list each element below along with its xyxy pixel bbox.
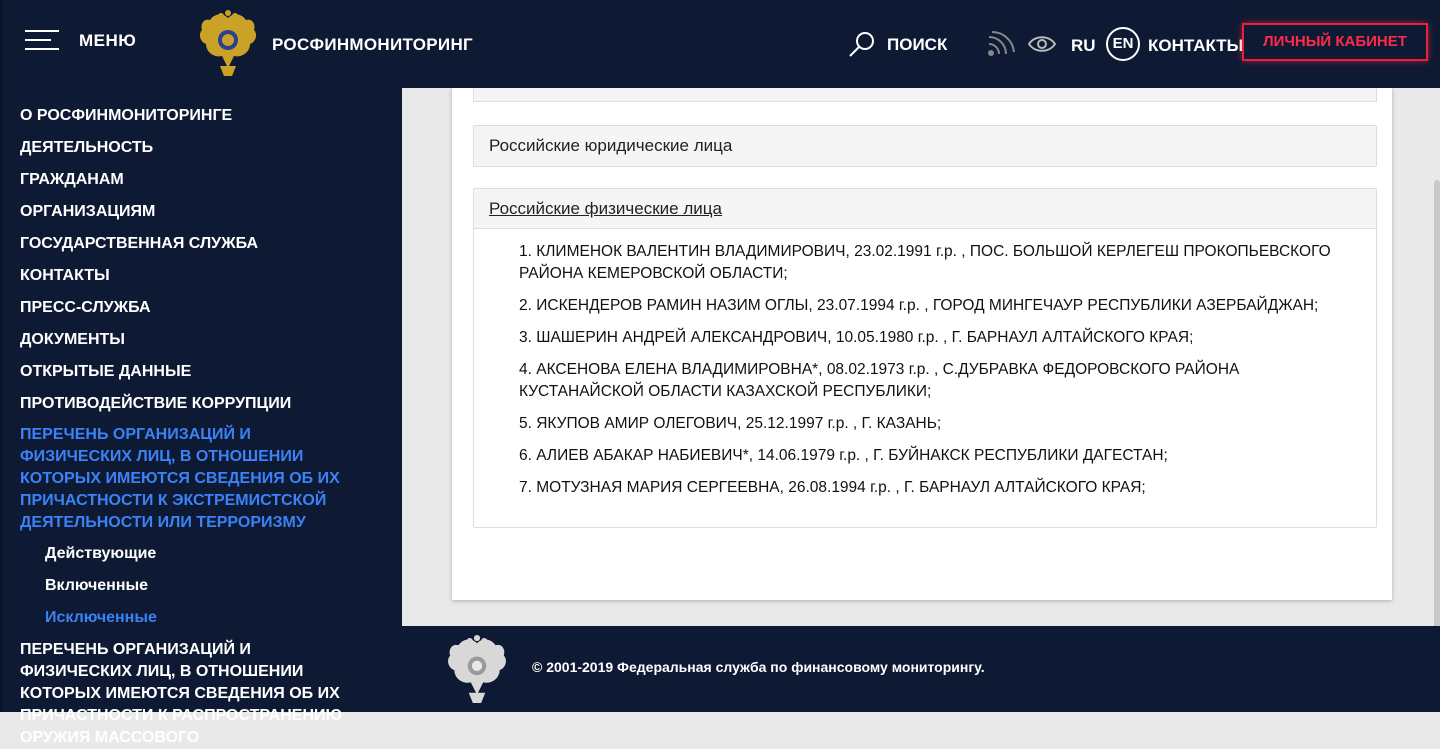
- sidebar-menu: [0, 88, 402, 746]
- sidebar-item-extremism-list[interactable]: ПЕРЕЧЕНЬ ОРГАНИЗАЦИЙ И ФИЗИЧЕСКИХ ЛИЦ, В ОТНОШЕНИИ КОТОРЫХ ИМЕЮТСЯ СВЕДЕНИЯ ОБ ИХ ПРИЧАСТНОСТИ К ЭКСТРЕМИСТСКОЙ ДЕЯТЕЛЬНОСТИ ИЛИ ТЕРРОРИЗМУ: [20, 426, 340, 531]
- rss-icon[interactable]: [986, 32, 1016, 58]
- panel-legal-title[interactable]: Российские юридические лица: [474, 126, 1376, 166]
- page-scrollbar[interactable]: [1434, 180, 1440, 640]
- panel-legal-entities[interactable]: [473, 125, 1377, 167]
- panel-individuals: [473, 188, 1377, 528]
- lang-ru-button[interactable]: RU: [1071, 36, 1096, 55]
- eye-icon[interactable]: [1027, 34, 1057, 54]
- sidebar-subitem-active[interactable]: Действующие: [45, 545, 157, 562]
- panel-individuals-title[interactable]: Российские физические лица: [489, 199, 722, 218]
- site-header: [0, 0, 1440, 88]
- sidebar-item-organizations[interactable]: ОРГАНИЗАЦИЯМ: [20, 203, 156, 220]
- sidebar-item-civil-service[interactable]: ГОСУДАРСТВЕННАЯ СЛУЖБА: [20, 235, 259, 252]
- sidebar-item-about[interactable]: О РОСФИНМОНИТОРИНГЕ: [20, 107, 233, 124]
- sidebar-item-citizens[interactable]: ГРАЖДАНАМ: [20, 171, 124, 188]
- sidebar-item-anticorruption[interactable]: ПРОТИВОДЕЙСТВИЕ КОРРУПЦИИ: [20, 395, 292, 412]
- brand-name[interactable]: РОСФИНМОНИТОРИНГ: [272, 35, 473, 54]
- sidebar-item-contacts[interactable]: КОНТАКТЫ: [20, 267, 110, 284]
- persons-list: [474, 229, 1376, 527]
- sidebar-subitem-included[interactable]: Включенные: [45, 577, 149, 594]
- sidebar-item-activity[interactable]: ДЕЯТЕЛЬНОСТЬ: [20, 139, 154, 156]
- site-footer: [402, 626, 1440, 712]
- sidebar-item-press[interactable]: ПРЕСС-СЛУЖБА: [20, 299, 151, 316]
- footer-emblem-logo: [444, 634, 510, 706]
- footer-copyright: © 2001-2019 Федеральная служба по финансовому мониторингу.: [532, 659, 985, 675]
- sidebar-item-documents[interactable]: ДОКУМЕНТЫ: [20, 331, 125, 348]
- lang-en-button[interactable]: EN: [1106, 27, 1140, 61]
- hamburger-menu-icon[interactable]: [25, 30, 59, 52]
- list-item: 2. ИСКЕНДЕРОВ РАМИН НАЗИМ ОГЛЫ, 23.07.1994 г.р. , ГОРОД МИНГЕЧАУР РЕСПУБЛИКИ АЗЕРБАЙДЖАН;: [519, 297, 1319, 314]
- sidebar-subitem-excluded[interactable]: Исключенные: [45, 609, 157, 626]
- list-item: 5. ЯКУПОВ АМИР ОЛЕГОВИЧ, 25.12.1997 г.р. , Г. КАЗАНЬ;: [519, 415, 942, 432]
- list-item: 7. МОТУЗНАЯ МАРИЯ СЕРГЕЕВНА, 26.08.1994 г.р. , Г. БАРНАУЛ АЛТАЙСКОГО КРАЯ;: [519, 479, 1146, 496]
- personal-cabinet-button[interactable]: ЛИЧНЫЙ КАБИНЕТ: [1242, 23, 1428, 61]
- sidebar-item-wmd-list[interactable]: ПЕРЕЧЕНЬ ОРГАНИЗАЦИЙ И ФИЗИЧЕСКИХ ЛИЦ, В ОТНОШЕНИИ КОТОРЫХ ИМЕЮТСЯ СВЕДЕНИЯ ОБ ИХ ПРИЧАСТНОСТИ К РАСПРОСТРАНЕНИЮ ОРУЖИЯ МАССОВОГО: [20, 641, 342, 746]
- search-button[interactable]: ПОИСК: [887, 35, 948, 54]
- coat-of-arms-logo[interactable]: [196, 10, 260, 78]
- list-item: 1. КЛИМЕНОК ВАЛЕНТИН ВЛАДИМИРОВИЧ, 23.02.1991 г.р. , ПОС. БОЛЬШОЙ КЕРЛЕГЕШ ПРОКОПЬЕВСКОГО РАЙОНА КЕМЕРОВСКОЙ ОБЛАСТИ;: [519, 243, 1331, 282]
- contacts-link[interactable]: КОНТАКТЫ: [1148, 36, 1244, 55]
- list-item: 3. ШАШЕРИН АНДРЕЙ АЛЕКСАНДРОВИЧ, 10.05.1980 г.р. , Г. БАРНАУЛ АЛТАЙСКОГО КРАЯ;: [519, 329, 1194, 346]
- panel-individuals-header[interactable]: [474, 189, 1376, 229]
- search-icon[interactable]: [848, 30, 876, 58]
- menu-label[interactable]: МЕНЮ: [79, 31, 137, 50]
- list-item: 4. АКСЕНОВА ЕЛЕНА ВЛАДИМИРОВНА*, 08.02.1973 г.р. , С.ДУБРАВКА ФЕДОРОВСКОГО РАЙОНА КУСТАНАЙСКОЙ ОБЛАСТИ КАЗАХСКОЙ РЕСПУБЛИКИ;: [519, 361, 1240, 400]
- collapsed-panel-top[interactable]: [473, 88, 1377, 102]
- header-left-border: [0, 0, 3, 88]
- sidebar-item-open-data[interactable]: ОТКРЫТЫЕ ДАННЫЕ: [20, 363, 192, 380]
- list-item: 6. АЛИЕВ АБАКАР НАБИЕВИЧ*, 14.06.1979 г.р. , Г. БУЙНАКСК РЕСПУБЛИКИ ДАГЕСТАН;: [519, 447, 1168, 464]
